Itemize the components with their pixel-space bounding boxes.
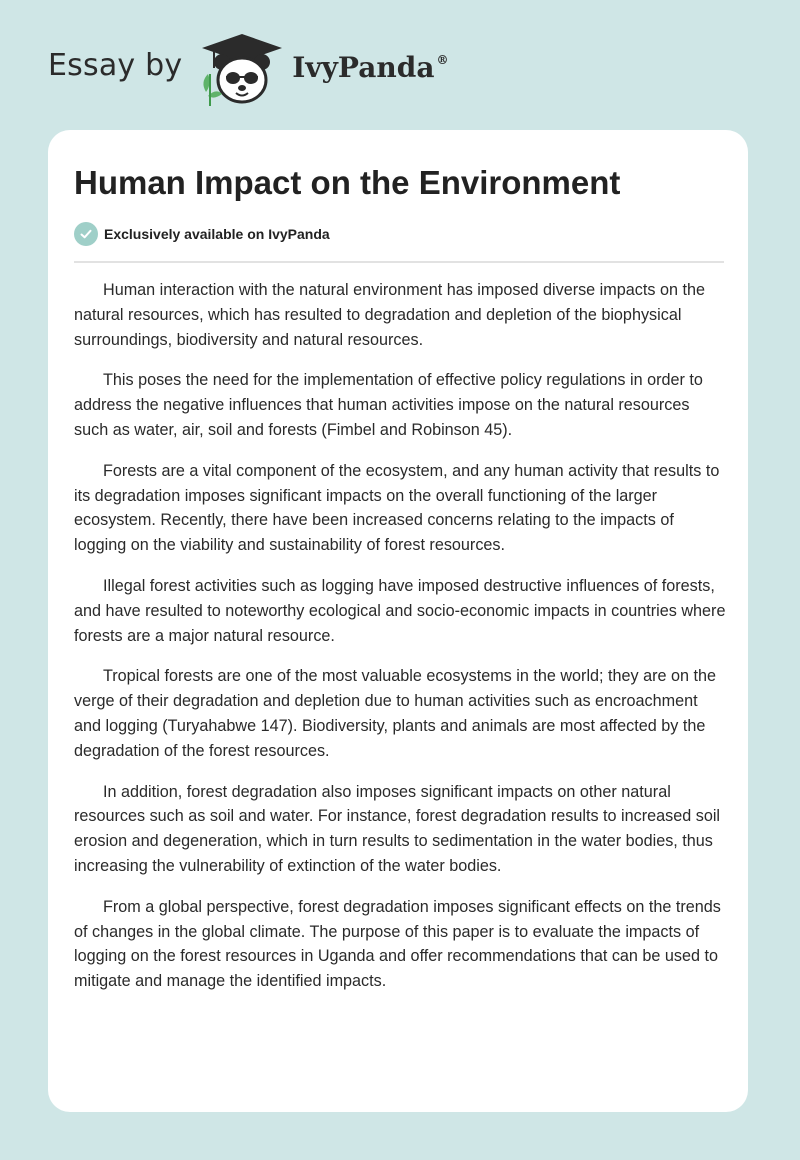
divider [74, 261, 724, 263]
paragraph: This poses the need for the implementation of effective policy regulations in order to address the negative influences that human activities impose on the natural resources such as water, air, soil and forests (Fimbel and Robinson 45). [74, 371, 703, 439]
check-icon [74, 222, 98, 246]
exclusive-label: Exclusively available on IvyPanda [104, 226, 330, 242]
paragraph: From a global perspective, forest degradation imposes significant effects on the trends of changes in the global climate. The purpose of this paper is to evaluate the impacts of logging on the forest resources in Uganda and offer recommendations that can be used to mitigate and manage the identified impacts. [74, 897, 721, 991]
paragraph: Illegal forest activities such as logging have imposed destructive influences of forests, and have resulted to noteworthy ecological and socio-economic impacts in countries where forests are a major natural resource. [74, 576, 726, 645]
brand-name[interactable]: IvyPanda ® [292, 50, 449, 84]
registered-mark: ® [436, 52, 449, 67]
paragraph: In addition, forest degradation also imposes significant impacts on other natural resources such as soil and water. For instance, forest degradation results to increased soil erosion and degeneration, which in turn results to sedimentation in the water bodies, thus increasing the vulnerability of extinction of the water bodies. [74, 782, 721, 875]
site-header [48, 30, 448, 110]
page-title: Human Impact on the Environment [74, 164, 621, 201]
exclusive-badge [74, 222, 330, 246]
essay-by-label: Essay by [48, 47, 183, 83]
panda-logo-icon[interactable] [196, 30, 288, 110]
essay-body [74, 278, 726, 1010]
paragraph: Tropical forests are one of the most valuable ecosystems in the world; they are on the verge of their degradation and depletion due to human activities such as encroachment and logging (Turyahabwe 147). Biodiversity, plants and animals are most affected by the degradation of the forest resources. [74, 667, 717, 760]
paragraph: Human interaction with the natural environment has imposed diverse impacts on the natural resources, which has resulted to degradation and depletion of the biophysical surroundings, biodiversity and natural resources. [74, 281, 705, 349]
paragraph: Forests are a vital component of the ecosystem, and any human activity that results to its degradation imposes significant impacts on the overall functioning of the larger ecosystem. Recently, there have been increased concerns relating to the impacts of logging on the viability and sustainability of forest resources. [74, 461, 720, 555]
essay-card [48, 130, 748, 1112]
